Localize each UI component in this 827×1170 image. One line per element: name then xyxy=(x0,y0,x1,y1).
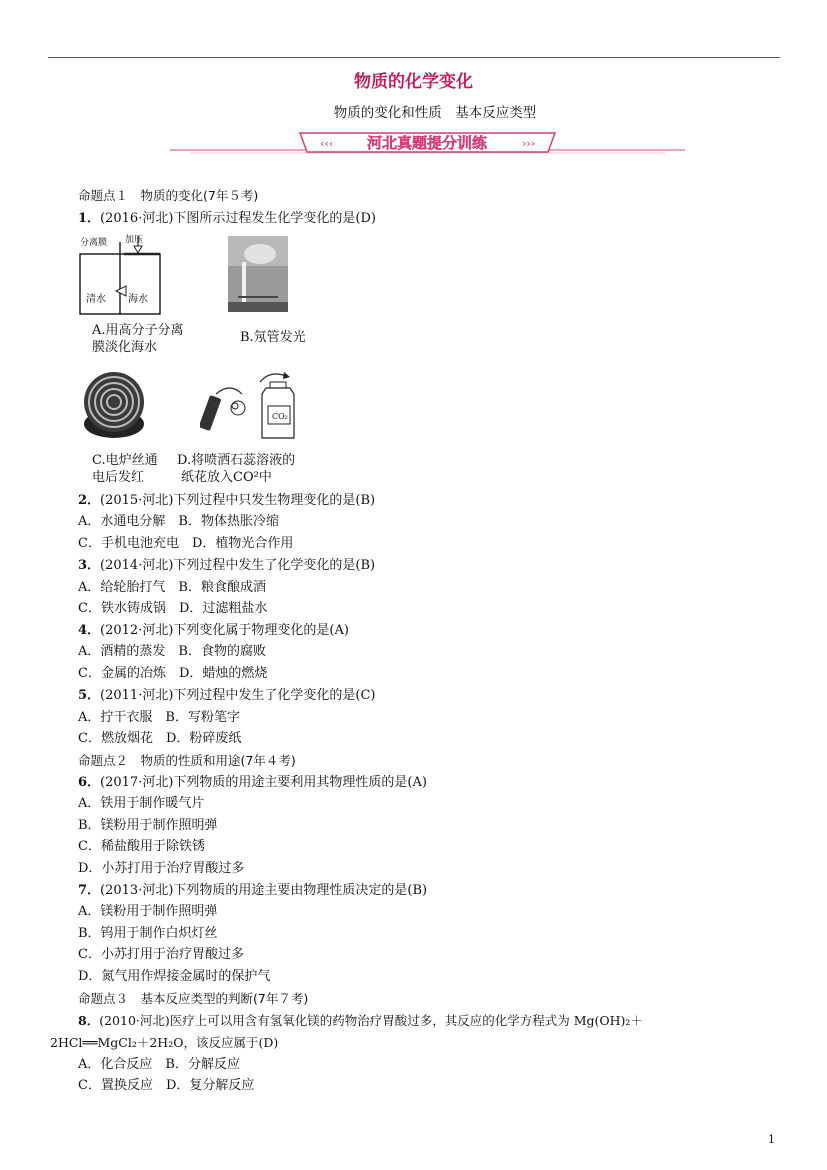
section-heading-1: 命题点１ 物质的变化(7年５考) xyxy=(78,188,259,203)
figure-b-neon-tube xyxy=(228,236,288,312)
question-5-options-2: C．燃放烟花 D．粉碎废纸 xyxy=(78,731,242,746)
figure-d-co2-bottle xyxy=(200,364,300,442)
question-7-option-a: A．镁粉用于制作照明弹 xyxy=(78,904,218,919)
question-6-option-b: B．镁粉用于制作照明弹 xyxy=(78,818,218,833)
section-banner xyxy=(170,130,685,156)
question-6-option-a: A．铁用于制作暖气片 xyxy=(78,796,205,811)
question-6: 6．(2017·河北)下列物质的用途主要利用其物理性质的是(A) xyxy=(78,775,427,790)
question-8-options-1: A．化合反应 B．分解反应 xyxy=(78,1057,240,1072)
caption-a-line2: 膜淡化海水 xyxy=(92,340,158,355)
question-3-options-2: C．铁水铸成锅 D．过滤粗盐水 xyxy=(78,601,268,616)
question-2-options-2: C．手机电池充电 D．植物光合作用 xyxy=(78,536,294,551)
question-6-option-d: D．小苏打用于治疗胃酸过多 xyxy=(78,861,245,876)
caption-d-line2: 纸花放入CO²中 xyxy=(181,470,272,485)
svg-text:清水: 清水 xyxy=(86,294,106,305)
caption-c-line1: C.电炉丝通 xyxy=(92,453,158,468)
caption-b: B.氖管发光 xyxy=(240,330,306,345)
svg-text:CO₂: CO₂ xyxy=(272,412,288,421)
question-8: 8．(2010·河北)医疗上可以用含有氢氧化镁的药物治疗胃酸过多，其反应的化学方程式为 Mg(OH)₂＋ xyxy=(78,1013,643,1028)
svg-text:加压: 加压 xyxy=(125,235,144,245)
figure-c-stove-coil xyxy=(78,368,150,442)
question-2: 2．(2015·河北)下列过程中只发生物理变化的是(B) xyxy=(78,493,376,508)
question-2-options-1: A．水通电分解 B．物体热胀冷缩 xyxy=(78,514,279,529)
banner-text: 河北真题提分训练 xyxy=(366,134,488,152)
page-subtitle: 物质的变化和性质 基本反应类型 xyxy=(333,105,537,121)
question-8-continued: 2HCl══MgCl₂＋2H₂O，该反应属于(D) xyxy=(50,1035,279,1050)
figure-a-desalination xyxy=(78,232,163,317)
question-7-option-b: B．钨用于制作白炽灯丝 xyxy=(78,926,218,941)
question-5: 5．(2011·河北)下列过程中发生了化学变化的是(C) xyxy=(78,688,376,703)
section-heading-3: 命题点３ 基本反应类型的判断(7年７考) xyxy=(78,991,309,1006)
question-4-options-1: A．酒精的蒸发 B．食物的腐败 xyxy=(78,644,266,659)
svg-text:分离膜: 分离膜 xyxy=(80,238,108,248)
question-4: 4．(2012·河北)下列变化属于物理变化的是(A) xyxy=(78,623,349,638)
svg-text:‹‹‹: ‹‹‹ xyxy=(320,137,334,150)
question-3-options-1: A．给轮胎打气 B．粮食酿成酒 xyxy=(78,580,266,595)
question-5-options-1: A．拧干衣服 B．写粉笔字 xyxy=(78,710,240,725)
question-8-options-2: C．置换反应 D．复分解反应 xyxy=(78,1078,255,1093)
page-title: 物质的化学变化 xyxy=(354,72,473,92)
question-1: 1．(2016·河北)下图所示过程发生化学变化的是(D) xyxy=(78,211,376,226)
question-7-option-c: C．小苏打用于治疗胃酸过多 xyxy=(78,947,244,962)
question-7: 7．(2013·河北)下列物质的用途主要由物理性质决定的是(B) xyxy=(78,883,428,898)
question-7-option-d: D．氮气用作焊接金属时的保护气 xyxy=(78,969,271,984)
caption-a-line1: A.用高分子分离 xyxy=(92,323,184,338)
page-number: 1 xyxy=(768,1133,775,1146)
question-3: 3．(2014·河北)下列过程中发生了化学变化的是(B) xyxy=(78,558,376,573)
caption-d-line1: D.将喷洒石蕊溶液的 xyxy=(177,453,296,468)
section-heading-2: 命题点２ 物质的性质和用途(7年４考) xyxy=(78,753,296,768)
caption-c-line2: 电后发红 xyxy=(92,470,145,485)
question-4-options-2: C．金属的冶炼 D．蜡烛的燃烧 xyxy=(78,666,268,681)
top-rule xyxy=(48,57,780,58)
question-6-option-c: C．稀盐酸用于除铁锈 xyxy=(78,839,205,854)
svg-text:海水: 海水 xyxy=(128,294,148,305)
svg-text:›››: ››› xyxy=(522,137,536,150)
